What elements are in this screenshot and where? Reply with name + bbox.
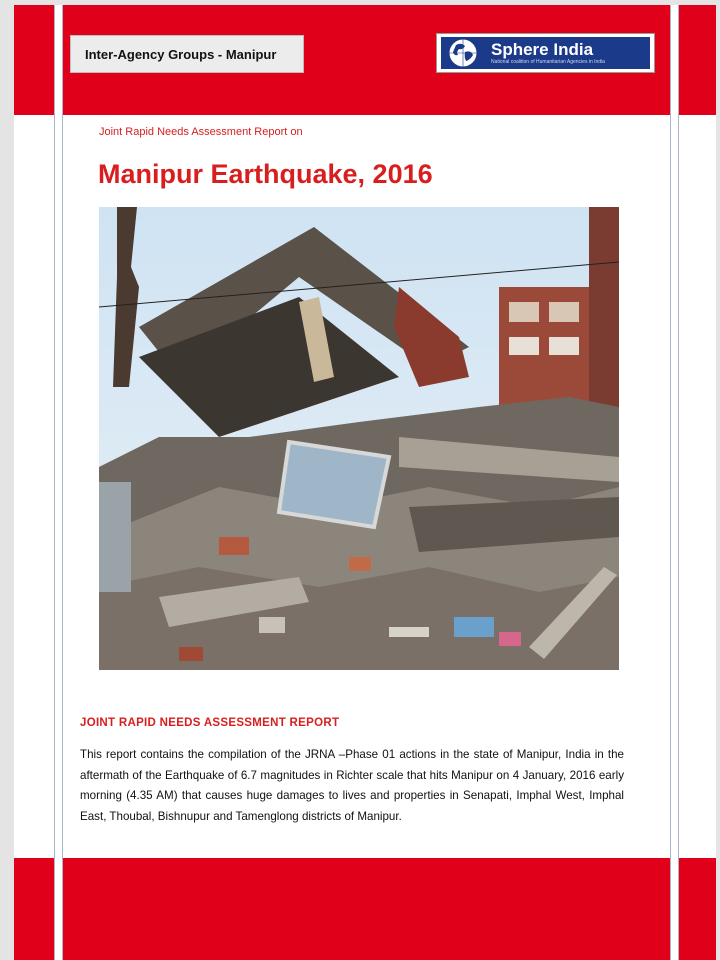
section-heading: JOINT RAPID NEEDS ASSESSMENT REPORT [80, 717, 340, 729]
border-rule [670, 5, 671, 960]
summary-paragraph: This report contains the compilation of the JRNA –Phase 01 actions in the state of Manipur, India in the aftermath of the Earthquake of 6.7 magnitudes in Richter scale that hits Manipur on 4 January, 2016 early morning (4.35 AM) that causes huge damages to lives and properties in Senapati, Imphal West, Imphal East, Thoubal, Bishnupur and Tamenglong districts of Manipur. [80, 748, 624, 823]
border-rule [54, 5, 55, 960]
bottom-red-band-left [14, 858, 54, 960]
agency-label: Inter-Agency Groups - Manipur [85, 46, 277, 62]
agency-label-box [70, 35, 304, 73]
report-title: Manipur Earthquake, 2016 [98, 159, 433, 189]
report-cover-page [14, 5, 716, 960]
border-rule [678, 5, 679, 960]
globe-icon [443, 36, 483, 70]
logo-tagline: National coalition of Humanitarian Agencies in India [491, 58, 605, 65]
collapsed-building-photo [99, 207, 619, 670]
bottom-red-band-right [678, 858, 716, 960]
report-subtitle: Joint Rapid Needs Assessment Report on [99, 126, 303, 138]
logo-name: Sphere India [491, 39, 594, 59]
top-red-band-right [678, 5, 716, 115]
border-rule [62, 5, 63, 960]
top-red-band-left [14, 5, 54, 115]
bottom-red-band [62, 858, 670, 960]
sphere-india-logo [436, 33, 655, 73]
